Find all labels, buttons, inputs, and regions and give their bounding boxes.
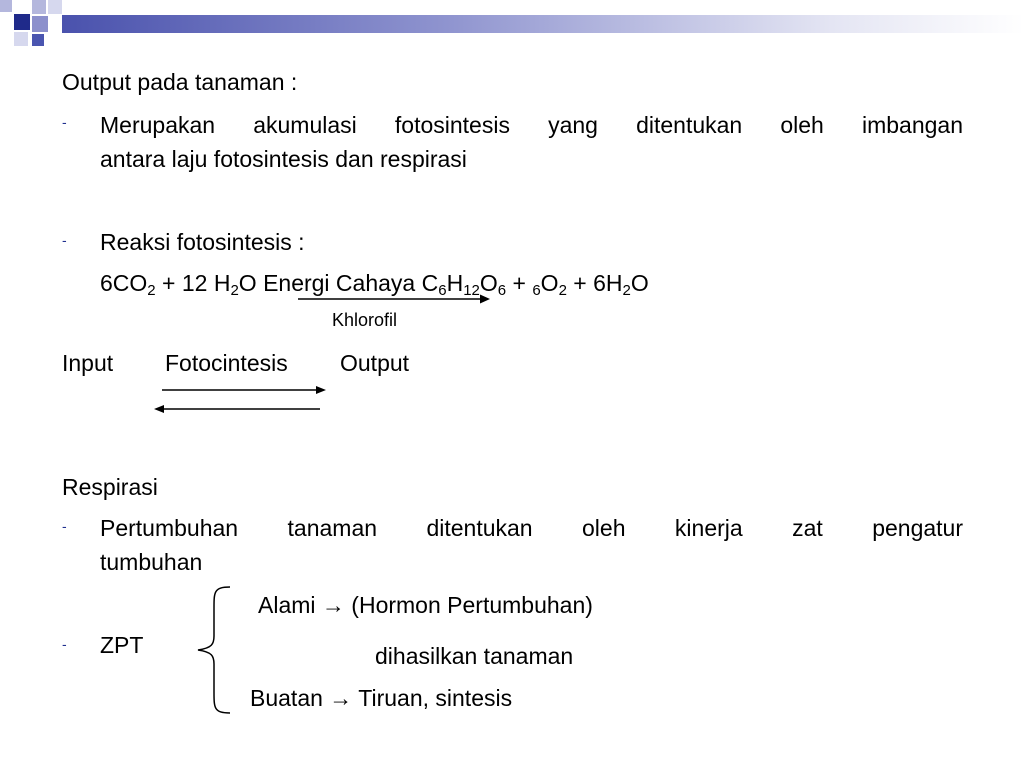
photosynthesis-equation: $6CO_2 + 12$ $H_2O$ Energi Cahaya $C_6H_{12}O_6 + _6O_2 + 6H_2O$ [100, 270, 649, 299]
zpt-alami-desc2: dihasilkan tanaman [375, 643, 574, 669]
decor-square [32, 0, 46, 14]
bullet2-label: Reaksi fotosintesis : [100, 229, 305, 255]
gradient-band [62, 15, 1024, 33]
output-heading: Output pada tanaman : [62, 69, 298, 95]
decor-square [32, 34, 44, 46]
bullet1-line1: Merupakan akumulasi fotosintesis yang ditentukan oleh imbangan [100, 112, 963, 138]
bullet3-line1: Pertumbuhan tanaman ditentukan oleh kinerja zat pengatur [100, 515, 963, 541]
decor-square [32, 16, 48, 32]
zpt-alami: Alami → (Hormon Pertumbuhan) [258, 592, 593, 618]
decor-square [14, 14, 30, 30]
bullet-marker: - [62, 636, 67, 652]
decor-square [48, 0, 62, 14]
bullet3-line2: tumbuhan [100, 549, 203, 575]
right-arrow-icon: → [321, 592, 345, 618]
arrow-label: Energi Cahaya [263, 270, 416, 296]
respirasi-heading: Respirasi [62, 474, 158, 500]
curly-brace [194, 584, 234, 716]
flow-input: Input [62, 350, 114, 376]
flow-arrows [150, 383, 330, 417]
zpt-buatan: Buatan → Tiruan, sintesis [250, 685, 513, 711]
flow-process: Fotocintesis [165, 350, 288, 376]
header-decoration [0, 0, 1024, 50]
bullet4-label: ZPT [100, 632, 144, 658]
bullet-marker: - [62, 518, 67, 534]
catalyst-label: Khlorofil [332, 310, 398, 330]
flow-output: Output [340, 350, 410, 376]
right-arrow-icon: → [329, 685, 353, 711]
bullet1-line2: antara laju fotosintesis dan respirasi [100, 146, 467, 172]
decor-square [14, 32, 28, 46]
bullet-marker: - [62, 114, 67, 130]
decor-square [0, 0, 12, 12]
bullet-marker: - [62, 232, 67, 248]
